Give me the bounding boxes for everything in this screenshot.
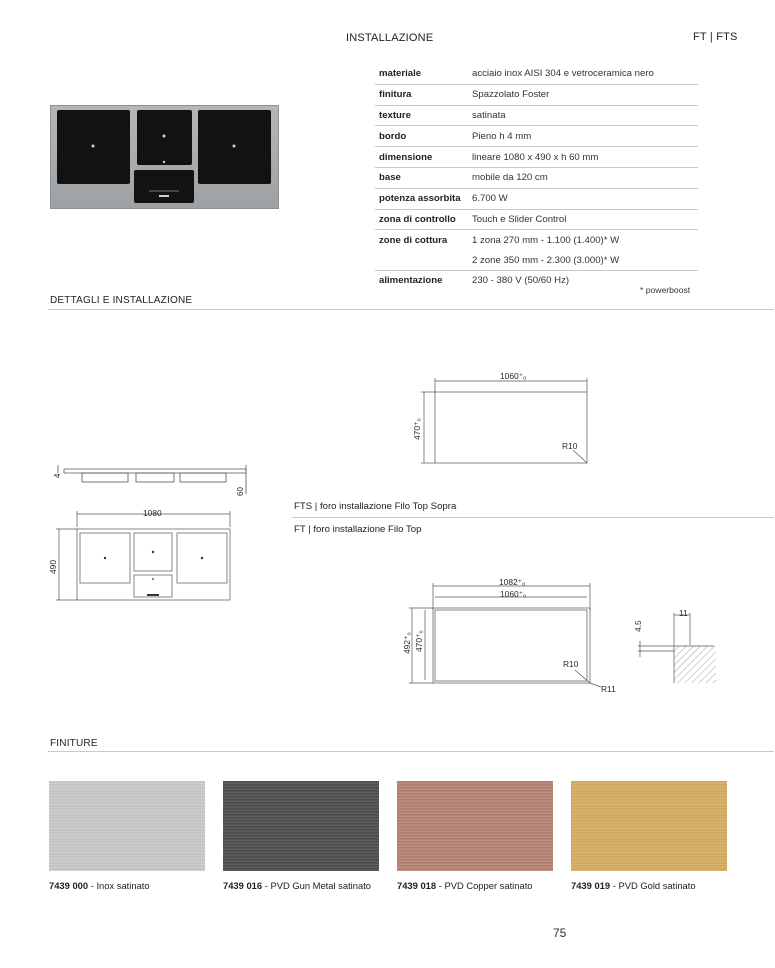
spec-label: materiale — [375, 64, 468, 84]
fts-cutout-drawing — [405, 370, 605, 470]
spec-row — [375, 209, 698, 230]
product-photo — [50, 105, 279, 209]
spec-table — [375, 64, 698, 291]
spec-value: 2 zone 350 mm - 2.300 (3.000)* W — [468, 250, 698, 270]
detail-depth-label: 4.5 — [633, 620, 643, 632]
spec-label — [375, 250, 468, 270]
finish-swatch-copper — [397, 781, 553, 871]
fts-caption: FTS | foro installazione Filo Top Sopra — [294, 501, 457, 512]
dimension-height-60: 60 — [236, 487, 245, 496]
spec-row — [375, 230, 698, 250]
detail-width-label: 11 — [679, 608, 688, 618]
finish-label — [223, 880, 371, 891]
ft-caption: FT | foro installazione Filo Top — [294, 524, 422, 535]
finish-swatch-gunmetal — [223, 781, 379, 871]
model-code: FT | FTS — [693, 31, 738, 43]
spec-label: finitura — [375, 84, 468, 105]
finish-name: - PVD Copper satinato — [436, 880, 533, 891]
spec-label: alimentazione — [379, 275, 443, 287]
page-header-title: INSTALLAZIONE — [346, 32, 434, 44]
finish-name: - Inox satinato — [88, 880, 150, 891]
fts-radius-label: R10 — [562, 441, 578, 451]
page-number: 75 — [553, 926, 567, 940]
spec-row — [375, 147, 698, 168]
finish-name: - PVD Gold satinato — [610, 880, 696, 891]
section-title-details: DETTAGLI E INSTALLAZIONE — [50, 295, 193, 306]
spec-label: zona di controllo — [375, 209, 468, 230]
spec-value: lineare 1080 x 490 x h 60 mm — [468, 147, 698, 168]
powerboost-note: * powerboost — [640, 285, 691, 295]
spec-label: zone di cottura — [379, 234, 448, 246]
spec-label: potenza assorbita — [375, 188, 468, 209]
section-title-finishes: FINITURE — [50, 738, 98, 749]
finish-label — [397, 880, 533, 891]
edge-detail-drawing — [628, 605, 718, 690]
section-divider — [48, 309, 774, 310]
spec-value: 6.700 W — [468, 188, 698, 209]
cooktop-illustration — [51, 106, 278, 208]
spec-value: acciaio inox AISI 304 e vetroceramica nero — [468, 64, 698, 84]
finish-swatch-gold — [571, 781, 727, 871]
top-view-drawing — [50, 505, 250, 605]
finish-code: 7439 000 — [49, 880, 89, 891]
spec-label: texture — [375, 105, 468, 126]
spec-row — [375, 64, 698, 84]
spec-label: bordo — [375, 126, 468, 147]
dimension-depth-490: 490 — [48, 560, 58, 574]
ft-dimension-inner-width: 1060⁺₀ — [500, 589, 527, 599]
spec-label: dimensione — [375, 147, 468, 168]
spec-row — [375, 250, 698, 270]
ft-dimension-outer-width: 1082⁺₀ — [499, 577, 526, 587]
ft-radius-inner-label: R10 — [563, 659, 579, 669]
ft-dimension-inner-depth: 470⁺₀ — [414, 630, 424, 652]
finish-swatch-inox — [49, 781, 205, 871]
finish-name: - PVD Gun Metal satinato — [262, 880, 372, 891]
spec-value: satinata — [468, 105, 698, 126]
spec-value: 230 - 380 V (50/60 Hz) — [472, 275, 570, 287]
fts-dimension-depth: 470⁺₀ — [412, 418, 422, 440]
dimension-width-1080: 1080 — [143, 508, 162, 518]
ft-dimension-outer-depth: 492⁺₀ — [402, 632, 412, 654]
section-divider — [48, 751, 774, 752]
finish-label — [571, 880, 696, 891]
spec-value: Pieno h 4 mm — [468, 126, 698, 147]
caption-divider — [292, 517, 774, 518]
spec-row — [375, 105, 698, 126]
spec-value: 1 zona 270 mm - 1.100 (1.400)* W — [472, 234, 620, 246]
side-profile-drawing — [50, 460, 250, 500]
spec-value: Touch e Slider Control — [468, 209, 698, 230]
finish-label — [49, 880, 150, 891]
finish-code: 7439 019 — [571, 880, 611, 891]
spec-row — [375, 126, 698, 147]
spec-label: base — [375, 167, 468, 188]
ft-radius-outer-label: R11 — [601, 684, 616, 694]
spec-value: Spazzolato Foster — [468, 84, 698, 105]
finish-code: 7439 018 — [397, 880, 437, 891]
spec-row — [375, 84, 698, 105]
finish-code: 7439 016 — [223, 880, 263, 891]
spec-value: mobile da 120 cm — [468, 167, 698, 188]
dimension-height-4: 4 — [53, 473, 62, 478]
fts-dimension-width: 1060⁺₀ — [500, 371, 527, 381]
spec-row — [375, 167, 698, 188]
spec-row — [375, 188, 698, 209]
